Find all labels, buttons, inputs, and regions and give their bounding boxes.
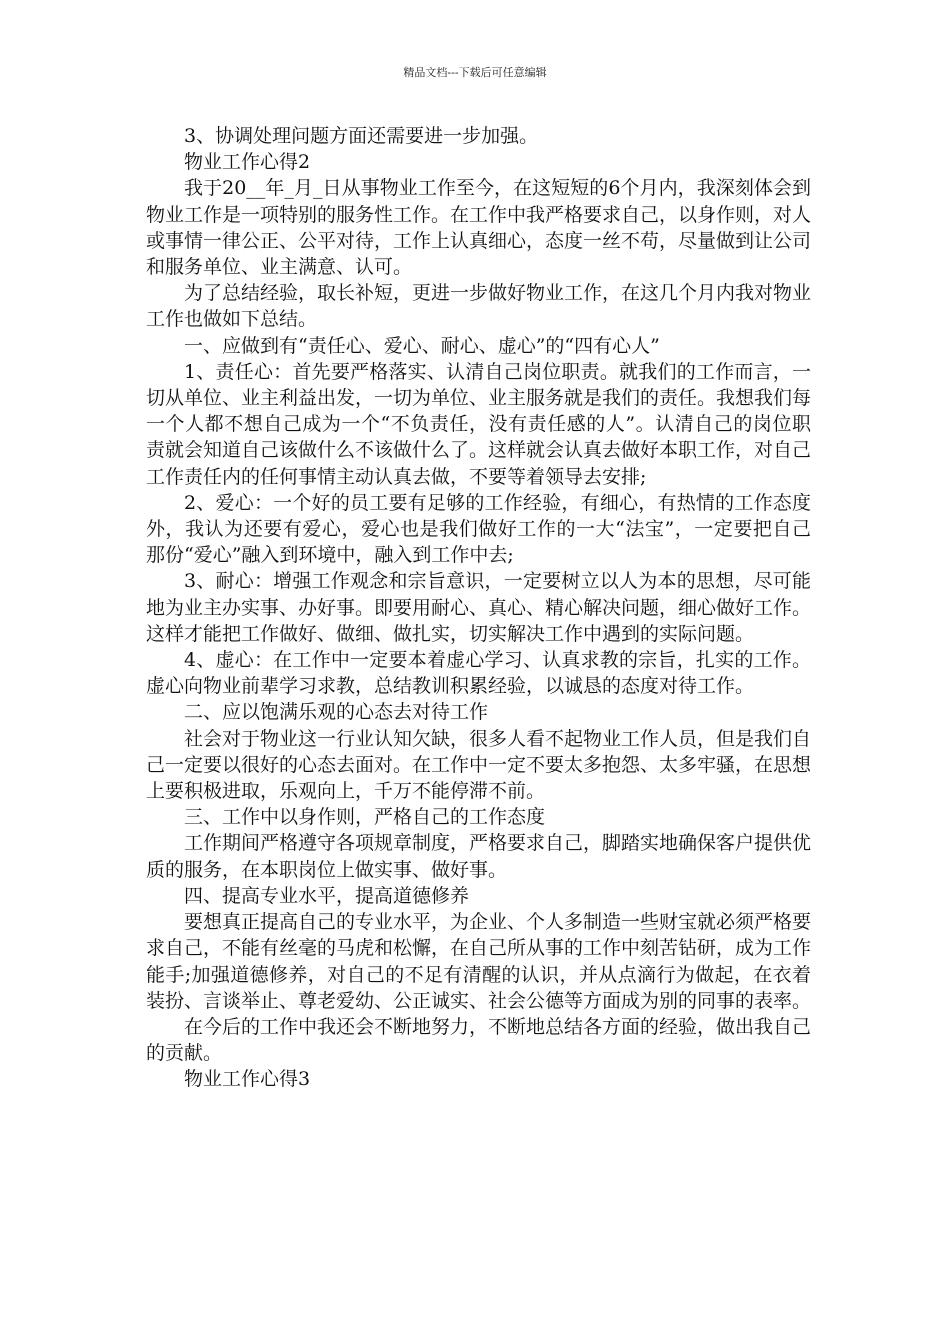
paragraph-love: 2、爱心：一个好的员工要有足够的工作经验，有细心，有热情的工作态度外，我认为还要有爱心，爱心也是我们做好工作的一大“法宝”，一定要把自己那份“爱心”融入到环境中，融入到工作中去; bbox=[146, 491, 811, 567]
paragraph-conclusion: 在今后的工作中我还会不断地努力，不断地总结各方面的经验，做出我自己的贡献。 bbox=[146, 1015, 812, 1065]
heading-professional: 四、提高专业水平，提高道德修养 bbox=[184, 884, 470, 907]
paragraph-intro: 我于20__年_月_日从事物业工作至今，在这短短的6个月内，我深刻体会到物业工作是一项特别的服务性工作。在工作中我严格要求自己，以身作则，对人或事情一律公正、公平对待，工作上认真细心，态度一丝不苟，尽量做到让公司和服务单位、业主满意、认可。 bbox=[146, 177, 812, 279]
page-header: 精品文档---下载后可任意编辑 bbox=[403, 66, 547, 79]
paragraph-modesty: 4、虚心：在工作中一定要本着虚心学习、认真求教的宗旨，扎实的工作。虚心向物业前辈学习求教，总结教训积累经验，以诚恳的态度对待工作。 bbox=[146, 649, 811, 698]
paragraph-summary: 为了总结经验，取长补短，更进一步做好物业工作，在这几个月内我对物业工作也做如下总结。 bbox=[146, 282, 812, 331]
paragraph-patience: 3、耐心：增强工作观念和宗旨意识，一定要树立以人为本的思想，尽可能地为业主办实事、办好事。即要用耐心、真心、精心解决问题，细心做好工作。这样才能把工作做好、做细、做扎实，切实解决工作中遇到的实际问题。 bbox=[146, 570, 812, 645]
paragraph-professional: 要想真正提高自己的专业水平，为企业、个人多制造一些财宝就必须严格要求自己，不能有丝毫的马虎和松懈，在自己所从事的工作中刻苦钻研，成为工作能手;加强道德修养，对自己的不足有清醒的认识，并从点滴行为做起，在衣着装扮、言谈举止、尊老爱幼、公正诚实、社会公德等方面成为别的同事的表率。 bbox=[146, 911, 812, 1012]
paragraph-example: 工作期间严格遵守各项规章制度，严格要求自己，脚踏实地确保客户提供优质的服务，在本职岗位上做实事、做好事。 bbox=[146, 832, 812, 881]
heading-example: 三、工作中以身作则，严格自己的工作态度 bbox=[184, 806, 546, 829]
section-title-2: 物业工作心得2 bbox=[184, 151, 311, 174]
heading-attitude: 二、应以饱满乐观的心态去对待工作 bbox=[184, 701, 489, 724]
section-title-3: 物业工作心得3 bbox=[184, 1068, 311, 1091]
heading-four-hearts: 一、应做到有“责任心、爱心、耐心、虚心”的“四有心人” bbox=[184, 334, 660, 357]
paragraph-attitude: 社会对于物业这一行业认知欠缺，很多人看不起物业工作人员，但是我们自己一定要以很好的心态去面对。在工作中一定不要太多抱怨、太多牢骚，在思想上要积极进取，乐观向上，千万不能停滞不前。 bbox=[146, 727, 812, 803]
paragraph-responsibility: 1、责任心：首先要严格落实、认清自己岗位职责。就我们的工作而言，一切从单位、业主利益出发，一切为单位、业主服务就是我们的责任。我想我们每一个人都不想自己成为一个“不负责任，没有责任感的人”。认清自己的岗位职责就会知道自己该做什么不该做什么了。这样就会认真去做好本职工作，对自己工作责任内的任何事情主动认真去做，不要等着领导去安排; bbox=[146, 360, 812, 488]
list-item-coordination: 3、协调处理问题方面还需要进一步加强。 bbox=[184, 125, 539, 147]
document-body bbox=[146, 123, 811, 1093]
